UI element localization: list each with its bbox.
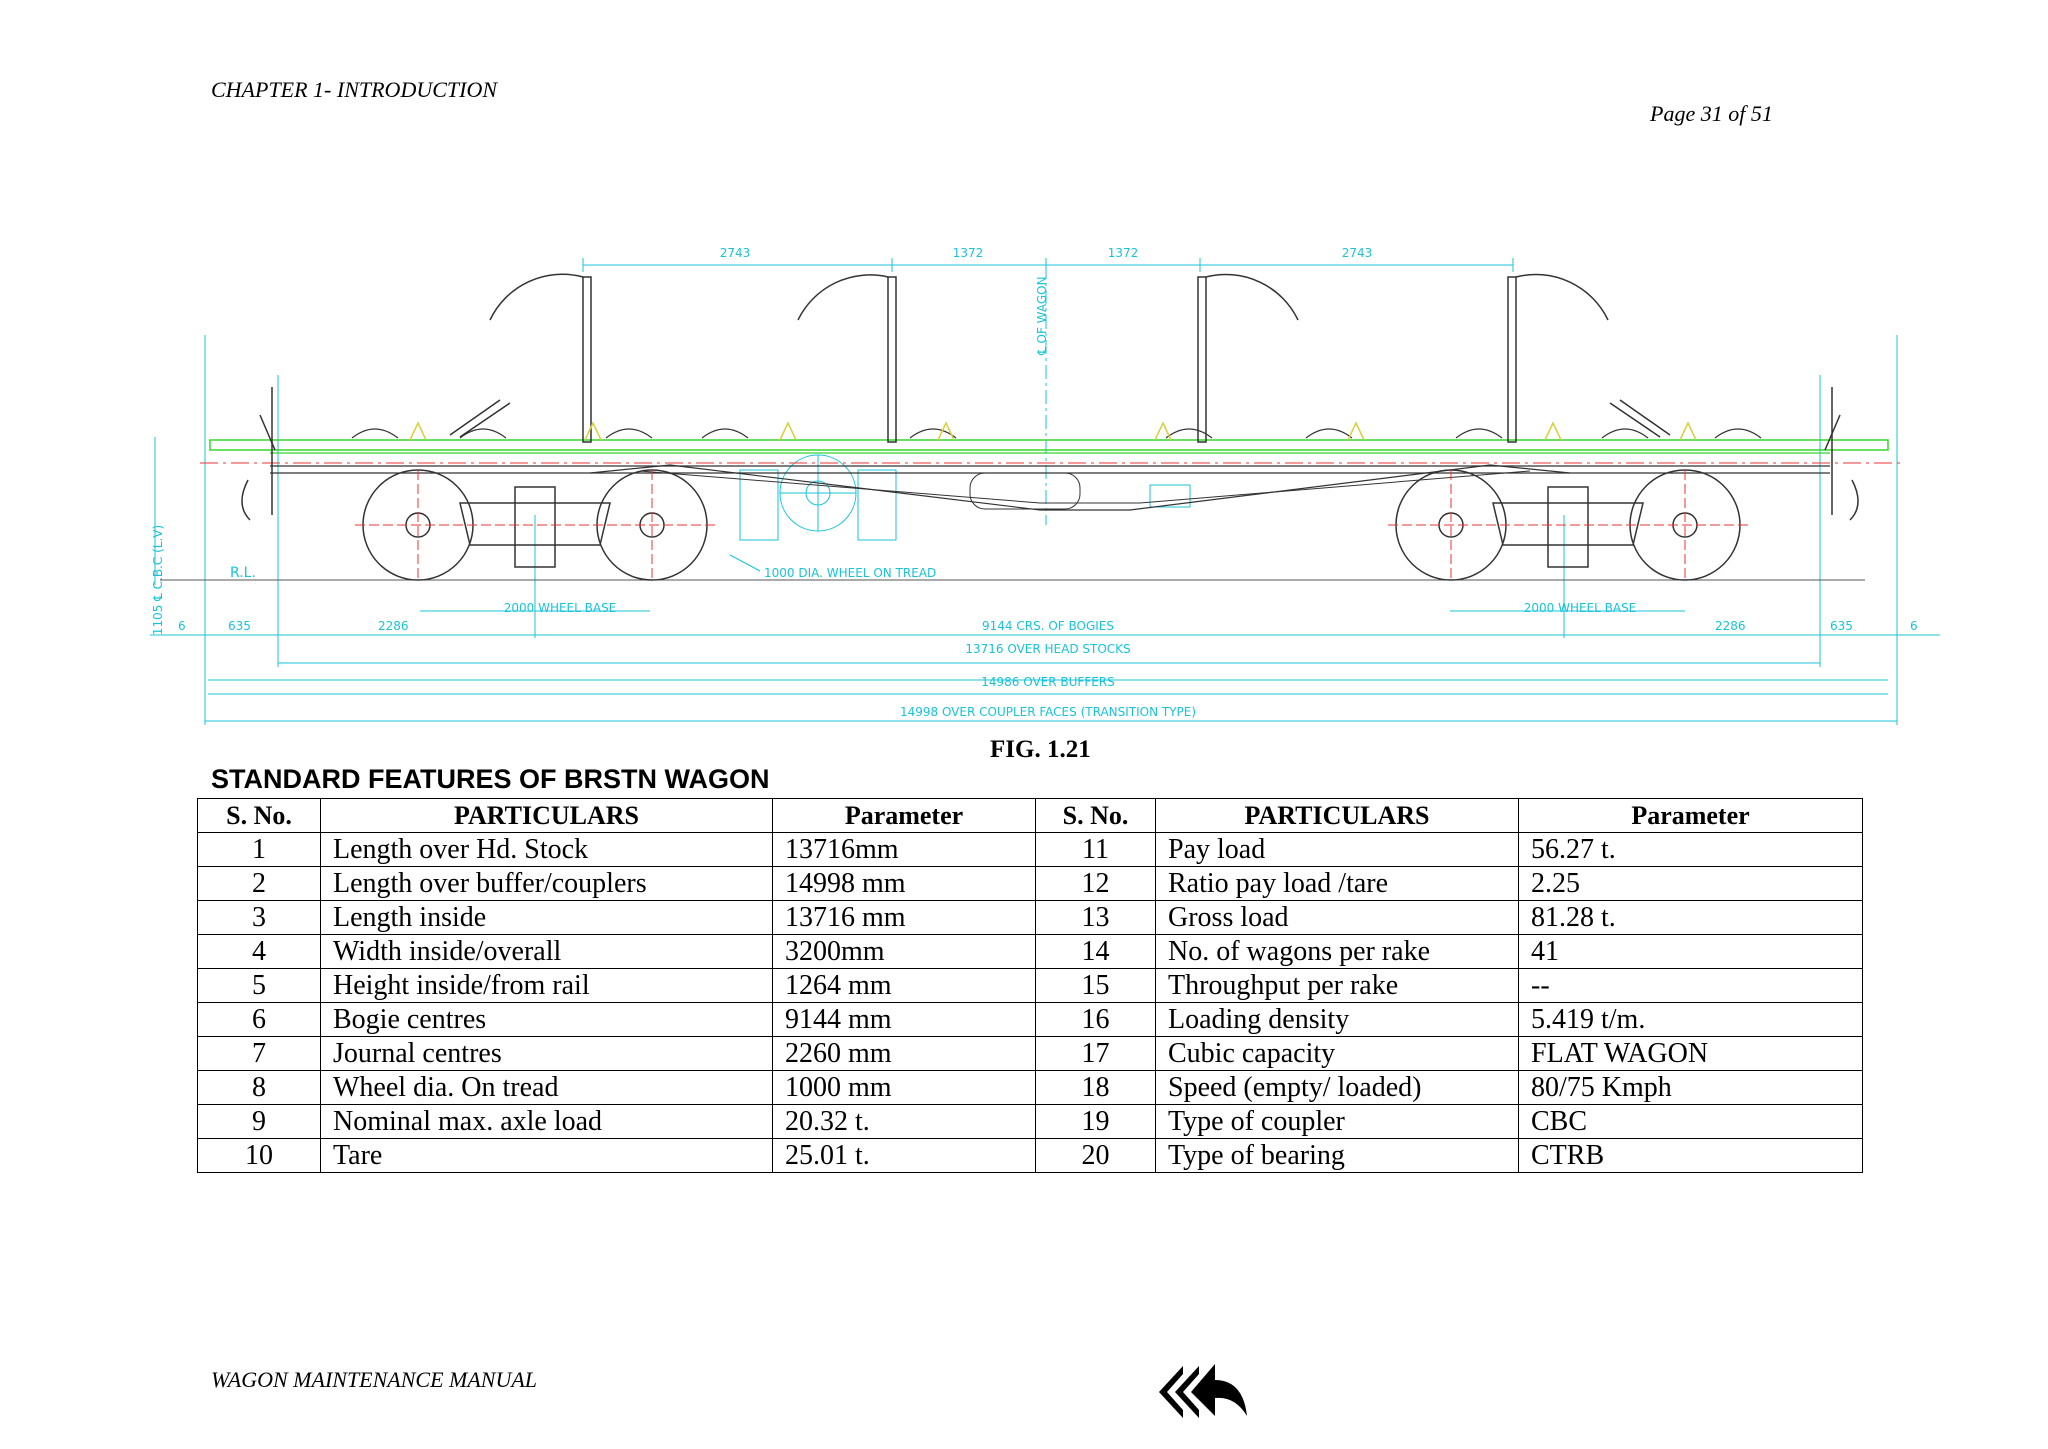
cell-parameter: 25.01 t. [773, 1139, 1036, 1173]
cell-particulars-2: Type of bearing [1156, 1139, 1519, 1173]
col-header-particulars-2: PARTICULARS [1156, 799, 1519, 833]
dim-head-stocks: 13716 OVER HEAD STOCKS [965, 642, 1131, 656]
col-header-sno-2: S. No. [1036, 799, 1156, 833]
dim-635-right: 635 [1830, 619, 1853, 633]
wheel-base-left-label: 2000 WHEEL BASE [503, 601, 617, 615]
dim-1372-left: 1372 [952, 246, 984, 260]
table-row [198, 1037, 1863, 1071]
cell-parameter-2: -- [1519, 969, 1863, 1003]
cell-parameter: 9144 mm [773, 1003, 1036, 1037]
cell-particulars: Length inside [321, 901, 773, 935]
table-row [198, 1071, 1863, 1105]
cell-sno: 9 [198, 1105, 321, 1139]
cell-sno-2: 19 [1036, 1105, 1156, 1139]
cell-particulars: Nominal max. axle load [321, 1105, 773, 1139]
cell-sno: 6 [198, 1003, 321, 1037]
table-row [198, 1105, 1863, 1139]
manual-footer: WAGON MAINTENANCE MANUAL [211, 1367, 538, 1392]
chapter-header: CHAPTER 1- INTRODUCTION [211, 77, 498, 102]
cell-particulars-2: Type of coupler [1156, 1105, 1519, 1139]
dim-2743-left: 2743 [719, 246, 751, 260]
dim-2743-right: 2743 [1341, 246, 1373, 260]
cell-parameter: 13716 mm [773, 901, 1036, 935]
cell-sno-2: 12 [1036, 867, 1156, 901]
cell-particulars: Width inside/overall [321, 935, 773, 969]
table-row [198, 969, 1863, 1003]
cell-parameter: 3200mm [773, 935, 1036, 969]
dim-end-left: 6 [178, 619, 186, 633]
col-header-parameter: Parameter [773, 799, 1036, 833]
cell-sno-2: 13 [1036, 901, 1156, 935]
cell-parameter: 1000 mm [773, 1071, 1036, 1105]
back-arrow-icon[interactable] [1157, 1360, 1249, 1420]
cell-particulars-2: Pay load [1156, 833, 1519, 867]
cell-parameter: 20.32 t. [773, 1105, 1036, 1139]
cell-particulars: Height inside/from rail [321, 969, 773, 1003]
cell-particulars-2: Ratio pay load /tare [1156, 867, 1519, 901]
page-number: Page 31 of 51 [1650, 101, 1773, 126]
wagon-drawing [140, 225, 1940, 740]
cell-parameter-2: CBC [1519, 1105, 1863, 1139]
cell-parameter: 14998 mm [773, 867, 1036, 901]
cell-particulars-2: Throughput per rake [1156, 969, 1519, 1003]
table-row [198, 901, 1863, 935]
cell-sno: 4 [198, 935, 321, 969]
cell-particulars-2: Speed (empty/ loaded) [1156, 1071, 1519, 1105]
cell-particulars-2: No. of wagons per rake [1156, 935, 1519, 969]
cell-sno-2: 17 [1036, 1037, 1156, 1071]
cell-particulars: Length over Hd. Stock [321, 833, 773, 867]
cell-parameter-2: 56.27 t. [1519, 833, 1863, 867]
table-row [198, 867, 1863, 901]
section-title: STANDARD FEATURES OF BRSTN WAGON [211, 764, 770, 794]
rail-level-label: R.L. [230, 565, 256, 581]
cell-sno-2: 16 [1036, 1003, 1156, 1037]
dim-2286-left: 2286 [378, 619, 409, 633]
cell-parameter-2: 80/75 Kmph [1519, 1071, 1863, 1105]
cell-particulars: Bogie centres [321, 1003, 773, 1037]
cell-particulars: Length over buffer/couplers [321, 867, 773, 901]
cell-sno-2: 11 [1036, 833, 1156, 867]
height-label: 1105 ℄ C.B.C (L.V) [151, 524, 165, 636]
cell-parameter-2: CTRB [1519, 1139, 1863, 1173]
cell-particulars-2: Loading density [1156, 1003, 1519, 1037]
cell-parameter-2: 2.25 [1519, 867, 1863, 901]
cell-sno-2: 18 [1036, 1071, 1156, 1105]
table-row [198, 833, 1863, 867]
cell-particulars-2: Gross load [1156, 901, 1519, 935]
cell-particulars: Tare [321, 1139, 773, 1173]
table-row [198, 935, 1863, 969]
cell-sno: 1 [198, 833, 321, 867]
wheel-base-right-label: 2000 WHEEL BASE [1523, 601, 1637, 615]
col-header-sno: S. No. [198, 799, 321, 833]
figure-caption: FIG. 1.21 [990, 736, 1091, 763]
dim-2286-right: 2286 [1715, 619, 1746, 633]
centerline-label: ℄ OF WAGON [1035, 276, 1049, 355]
cell-sno-2: 14 [1036, 935, 1156, 969]
table-header-row [198, 799, 1863, 833]
cell-particulars: Journal centres [321, 1037, 773, 1071]
cell-sno: 3 [198, 901, 321, 935]
col-header-parameter-2: Parameter [1519, 799, 1863, 833]
cell-particulars: Wheel dia. On tread [321, 1071, 773, 1105]
cell-parameter-2: 5.419 t/m. [1519, 1003, 1863, 1037]
wheel-label: 1000 DIA. WHEEL ON TREAD [764, 566, 937, 580]
table-row [198, 1139, 1863, 1173]
cell-sno-2: 15 [1036, 969, 1156, 1003]
cell-parameter-2: 81.28 t. [1519, 901, 1863, 935]
cell-parameter: 2260 mm [773, 1037, 1036, 1071]
col-header-particulars: PARTICULARS [321, 799, 773, 833]
cell-sno: 2 [198, 867, 321, 901]
cell-sno: 7 [198, 1037, 321, 1071]
cell-parameter-2: 41 [1519, 935, 1863, 969]
cell-particulars-2: Cubic capacity [1156, 1037, 1519, 1071]
cell-sno-2: 20 [1036, 1139, 1156, 1173]
cell-sno: 8 [198, 1071, 321, 1105]
cell-parameter: 1264 mm [773, 969, 1036, 1003]
cell-sno: 10 [198, 1139, 321, 1173]
dim-bogies: 9144 CRS. OF BOGIES [982, 619, 1114, 633]
dim-635-left: 635 [228, 619, 251, 633]
dim-1372-right: 1372 [1107, 246, 1139, 260]
cell-parameter: 13716mm [773, 833, 1036, 867]
dim-buffers: 14986 OVER BUFFERS [981, 675, 1115, 689]
cell-parameter-2: FLAT WAGON [1519, 1037, 1863, 1071]
dim-coupler: 14998 OVER COUPLER FACES (TRANSITION TYPE) [899, 705, 1197, 719]
features-table [197, 798, 1863, 1173]
table-row [198, 1003, 1863, 1037]
dim-end-right: 6 [1910, 619, 1918, 633]
cell-sno: 5 [198, 969, 321, 1003]
